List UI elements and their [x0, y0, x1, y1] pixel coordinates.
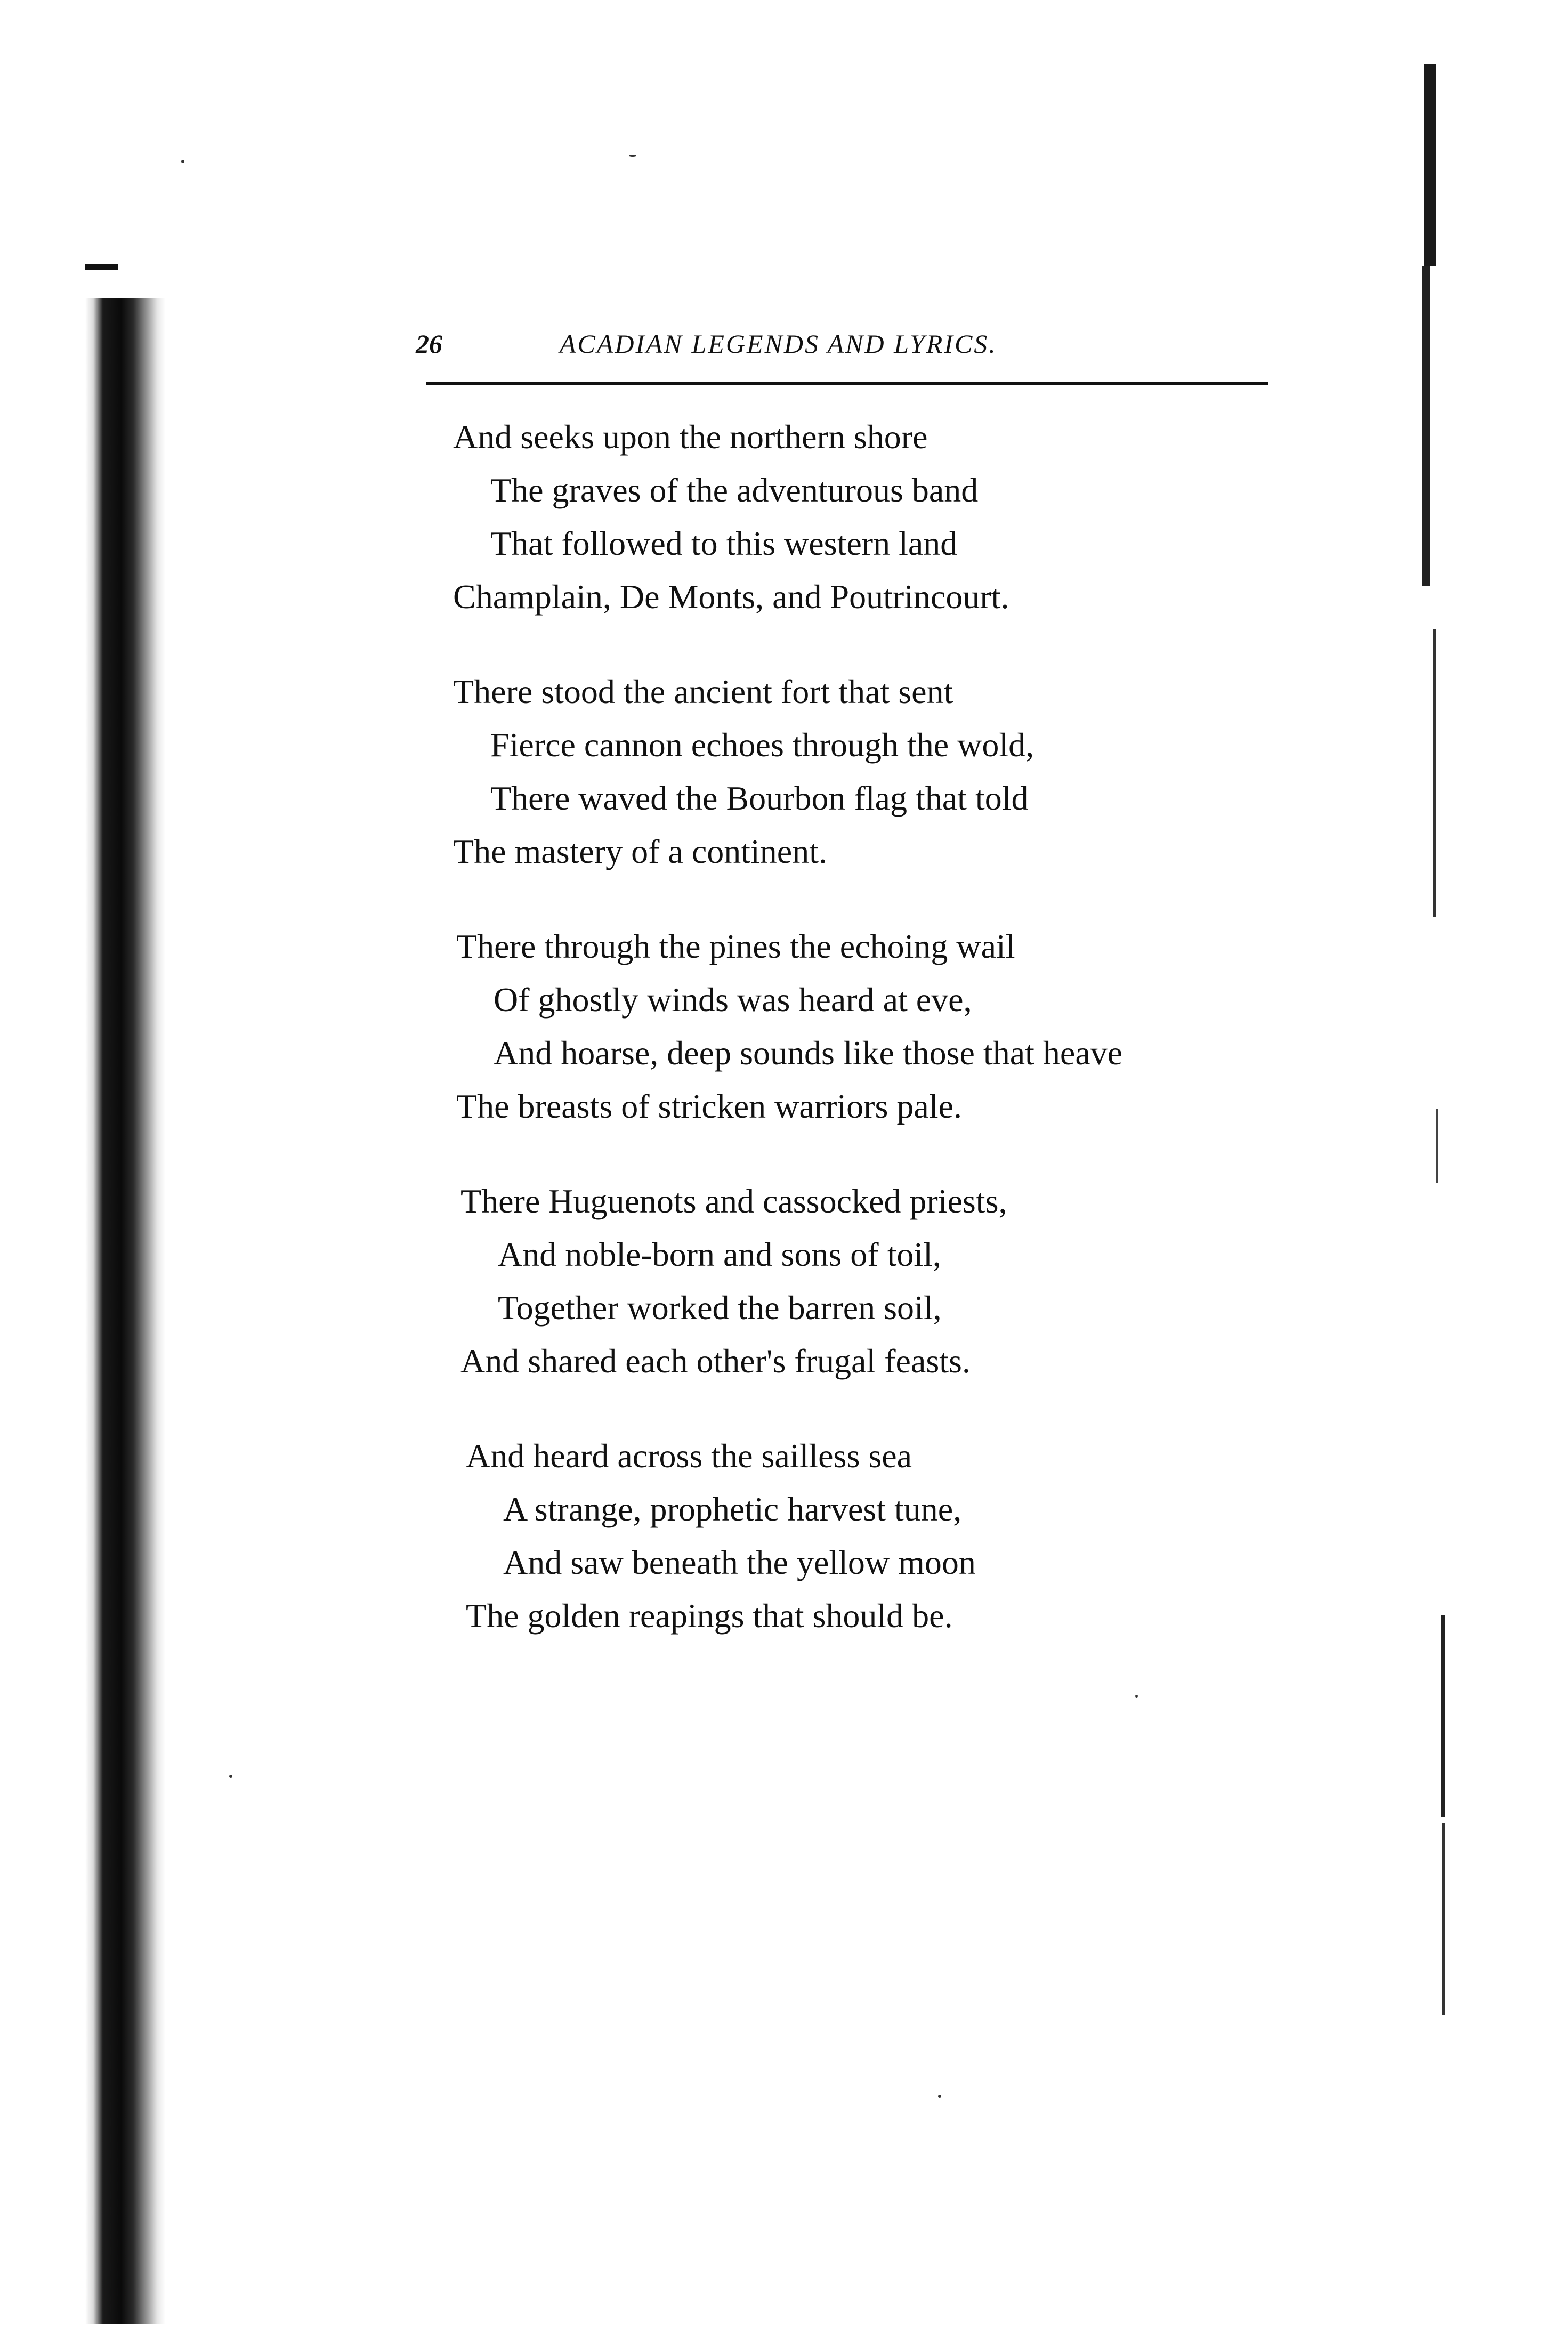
scan-speck: [1135, 1695, 1138, 1698]
scan-speck: [629, 155, 636, 157]
stanza: [456, 920, 1359, 1133]
poem-line: A strange, prophetic harvest tune,: [503, 1490, 962, 1528]
poem-line: Champlain, De Monts, and Poutrincourt.: [453, 578, 1009, 616]
poem-line: And noble-born and sons of toil,: [498, 1235, 941, 1273]
poem-line: There waved the Bourbon flag that told: [490, 779, 1029, 817]
poem-line: The breasts of stricken warriors pale.: [456, 1087, 962, 1125]
poem-line: That followed to this western land: [490, 524, 958, 562]
running-header: [416, 325, 1268, 362]
scan-speck: [938, 2095, 941, 2098]
binding-gutter-shadow: [85, 298, 165, 2324]
poem-line: Together worked the barren soil,: [498, 1289, 942, 1327]
scan-speck: [181, 160, 184, 163]
page-edge-mark: [1442, 1823, 1445, 2015]
stanza: [460, 1175, 1359, 1388]
poem-line: Fierce cannon echoes through the wold,: [490, 726, 1034, 764]
running-title: ACADIAN LEGENDS AND LYRICS.: [560, 329, 997, 359]
page-edge-mark: [1433, 629, 1436, 917]
poem-line: The graves of the adventurous band: [490, 471, 979, 509]
page-edge-mark: [1436, 1109, 1438, 1183]
page-edge-mark: [1422, 266, 1430, 586]
scan-speck: [229, 1775, 232, 1778]
poem-line: There through the pines the echoing wail: [456, 927, 1015, 965]
page-edge-mark: [1424, 64, 1436, 266]
binding-mark: [85, 264, 118, 270]
poem-line: And hoarse, deep sounds like those that heave: [494, 1034, 1123, 1072]
poem: [453, 410, 1359, 1643]
poem-line: And shared each other's frugal feasts.: [460, 1342, 971, 1380]
stanza: [453, 410, 1359, 624]
stanza: [466, 1429, 1359, 1643]
header-rule: [426, 382, 1268, 385]
poem-line: Of ghostly winds was heard at eve,: [494, 981, 972, 1018]
poem-line: The golden reapings that should be.: [466, 1597, 953, 1635]
poem-line: The mastery of a continent.: [453, 832, 827, 870]
poem-line: There stood the ancient fort that sent: [453, 673, 953, 710]
page-number: 26: [416, 329, 442, 359]
page-edge-mark: [1441, 1615, 1445, 1817]
poem-line: And heard across the sailless sea: [466, 1437, 912, 1475]
poem-line: And saw beneath the yellow moon: [503, 1543, 976, 1581]
stanza: [453, 665, 1359, 878]
poem-line: And seeks upon the northern shore: [453, 418, 928, 456]
poem-line: There Huguenots and cassocked priests,: [460, 1182, 1007, 1220]
